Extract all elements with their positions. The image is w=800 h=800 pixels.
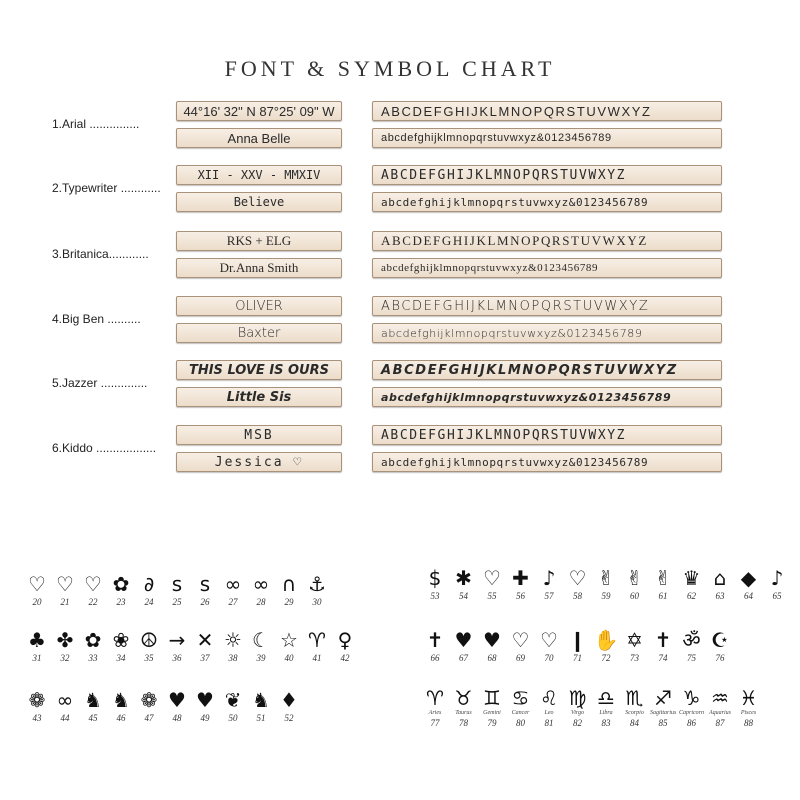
symbol-item — [220, 572, 246, 608]
symbol-icon: ♊ — [483, 686, 501, 710]
symbol-number: 26 — [200, 597, 210, 607]
symbol-caption: Virgo — [571, 710, 584, 716]
alphabet-lowercase-tag: abcdefghijklmnopqrstuvwxyz&0123456789 — [372, 323, 722, 343]
alphabet-lowercase-tag: abcdefghijklmnopqrstuvwxyz&0123456789 — [372, 128, 722, 148]
symbol-number: 36 — [172, 653, 182, 663]
symbol-item — [679, 566, 705, 602]
symbol-icon: ❙ — [569, 628, 586, 652]
symbol-number: 34 — [116, 653, 126, 663]
symbol-number: 73 — [630, 653, 639, 663]
symbol-item — [192, 572, 218, 608]
symbol-number: 71 — [573, 653, 582, 663]
symbol-icon: ✋ — [593, 628, 619, 652]
symbol-number: 53 — [430, 591, 440, 601]
symbol-icon: ♈ — [426, 686, 444, 710]
symbol-number: 88 — [744, 718, 753, 728]
symbol-number: 67 — [459, 653, 468, 663]
symbol-icon: ☆ — [280, 628, 298, 652]
symbol-item — [136, 628, 162, 664]
font-name-label: 6.Kiddo .................. — [52, 441, 157, 455]
symbol-item — [593, 628, 619, 664]
symbol-item — [80, 688, 106, 724]
symbol-number: 80 — [516, 718, 525, 728]
symbol-number: 68 — [487, 653, 497, 663]
alphabet-uppercase-tag: ABCDEFGHIJKLMNOPQRSTUVWXYZ — [372, 360, 722, 380]
symbol-item — [108, 572, 134, 608]
sample-tag-line1: XII - XXV - MMXIV — [176, 165, 342, 185]
sample-tag-line2: Believe — [176, 192, 342, 212]
symbol-icon: ◆ — [740, 566, 757, 590]
symbol-number: 61 — [658, 591, 668, 601]
symbol-number: 45 — [88, 713, 98, 723]
symbol-icon: ⌂ — [713, 566, 727, 590]
symbol-number: 52 — [284, 713, 294, 723]
symbol-number: 41 — [312, 653, 322, 663]
symbol-icon: ѕ — [199, 572, 211, 596]
symbol-icon: ∞ — [252, 572, 270, 596]
symbol-icon: ♛ — [682, 566, 701, 590]
symbol-item — [52, 572, 78, 608]
symbol-icon: ♓ — [739, 686, 758, 710]
symbol-item — [736, 566, 762, 602]
symbol-icon: ♍ — [568, 686, 587, 710]
symbol-number: 20 — [32, 597, 42, 607]
symbol-number: 59 — [601, 591, 611, 601]
symbol-number: 32 — [60, 653, 70, 663]
symbol-item — [220, 688, 246, 724]
symbol-icon: ☼ — [224, 628, 242, 652]
sample-tag-line2: Dr.Anna Smith — [176, 258, 342, 278]
symbol-item — [220, 628, 246, 664]
symbol-icon: $ — [428, 566, 442, 590]
symbol-icon: ♡ — [56, 572, 74, 596]
symbol-icon: ∩ — [281, 572, 297, 596]
symbol-item — [451, 686, 477, 729]
alphabet-lowercase-tag: abcdefghijklmnopqrstuvwxyz&0123456789 — [372, 452, 722, 472]
symbol-icon: ♞ — [252, 688, 270, 712]
symbol-icon: ♉ — [454, 686, 473, 710]
symbol-item — [508, 628, 534, 664]
symbol-icon: ♥ — [168, 688, 186, 712]
symbol-item — [192, 688, 218, 724]
alphabet-uppercase-tag: ABCDEFGHIJKLMNOPQRSTUVWXYZ — [372, 425, 722, 445]
symbol-icon: ✌ — [654, 566, 672, 590]
symbol-number: 21 — [60, 597, 70, 607]
symbol-icon: ♡ — [568, 566, 587, 590]
symbol-caption: Libra — [599, 710, 613, 716]
sample-tag-line2: Little Sis — [176, 387, 342, 407]
symbol-icon: ♥ — [454, 628, 473, 652]
symbol-item — [108, 688, 134, 724]
symbol-icon: ❦ — [224, 688, 242, 712]
symbol-icon: ✱ — [455, 566, 472, 590]
symbol-number: 75 — [687, 653, 696, 663]
symbol-icon: → — [168, 628, 186, 652]
symbol-icon: ♌ — [540, 686, 558, 710]
symbol-number: 22 — [88, 597, 98, 607]
symbol-number: 42 — [340, 653, 350, 663]
symbol-item — [24, 572, 50, 608]
symbol-icon: ♡ — [28, 572, 46, 596]
symbol-caption: Cancer — [511, 710, 530, 716]
symbol-number: 57 — [544, 591, 554, 601]
symbol-number: 54 — [459, 591, 468, 601]
symbol-item — [565, 566, 591, 602]
symbol-number: 46 — [116, 713, 126, 723]
symbol-number: 49 — [200, 713, 210, 723]
symbol-number: 23 — [116, 597, 126, 607]
symbol-item — [136, 572, 162, 608]
symbol-number: 62 — [687, 591, 696, 601]
symbol-number: 44 — [60, 713, 70, 723]
symbol-icon: ♣ — [28, 628, 46, 652]
symbol-icon: ♦ — [280, 688, 298, 712]
symbol-number: 28 — [256, 597, 266, 607]
symbol-number: 40 — [284, 653, 294, 663]
symbol-icon: ❁ — [140, 688, 158, 712]
symbol-icon: ♪ — [770, 566, 784, 590]
symbol-number: 31 — [32, 653, 42, 663]
symbol-number: 47 — [144, 713, 154, 723]
symbol-number: 63 — [715, 591, 725, 601]
symbol-icon: ✝ — [426, 628, 444, 652]
symbol-icon: ♡ — [483, 566, 501, 590]
symbol-number: 35 — [144, 653, 154, 663]
symbol-icon: ♐ — [654, 686, 672, 710]
sample-tag-line1: OLIVER — [176, 296, 342, 316]
symbol-icon: ∞ — [56, 688, 74, 712]
font-name-label: 2.Typewriter ............ — [52, 181, 161, 195]
symbol-icon: ✤ — [56, 628, 74, 652]
symbol-item — [276, 572, 302, 608]
symbol-caption: Pisces — [740, 710, 757, 716]
symbol-item — [736, 686, 762, 729]
symbol-item — [622, 686, 648, 729]
symbol-item — [164, 572, 190, 608]
symbol-icon: ✿ — [84, 628, 102, 652]
symbol-item — [650, 566, 676, 602]
symbol-item — [679, 628, 705, 664]
symbol-item — [451, 566, 477, 602]
symbol-number: 43 — [32, 713, 42, 723]
symbol-caption: Aquarius — [708, 710, 731, 716]
symbol-caption: Capricorn — [678, 710, 704, 716]
alphabet-lowercase-tag: abcdefghijklmnopqrstuvwxyz&0123456789 — [372, 192, 722, 212]
symbol-icon: ♈ — [308, 628, 326, 652]
symbol-item — [422, 566, 448, 602]
symbol-number: 83 — [601, 718, 611, 728]
symbol-number: 77 — [430, 718, 440, 728]
symbol-icon: ✚ — [512, 566, 529, 590]
symbol-number: 82 — [573, 718, 582, 728]
sample-tag-line2: Baxter — [176, 323, 342, 343]
alphabet-lowercase-tag: abcdefghijklmnopqrstuvwxyz&0123456789 — [372, 258, 722, 278]
symbol-number: 72 — [601, 653, 611, 663]
symbol-icon: ☮ — [140, 628, 158, 652]
symbol-item — [508, 566, 534, 602]
symbol-icon: ♀ — [337, 628, 353, 652]
symbol-number: 29 — [284, 597, 294, 607]
symbol-icon: ♒ — [711, 686, 729, 710]
symbol-icon: ⚓ — [308, 572, 326, 596]
font-name-label: 1.Arial ............... — [52, 117, 140, 131]
symbol-number: 70 — [544, 653, 554, 663]
sample-tag-line1: 44°16' 32" N 87°25' 09" W — [176, 101, 342, 121]
alphabet-uppercase-tag: ABCDEFGHIJKLMNOPQRSTUVWXYZ — [372, 165, 722, 185]
symbol-caption: Taurus — [455, 710, 472, 716]
sample-tag-line2: Jessica ♡ — [176, 452, 342, 472]
symbol-item — [565, 628, 591, 664]
alphabet-uppercase-tag: ABCDEFGHIJKLMNOPQRSTUVWXYZ — [372, 296, 722, 316]
symbol-item — [248, 628, 274, 664]
symbol-caption: Sagittarius — [650, 710, 677, 716]
symbol-number: 74 — [658, 653, 668, 663]
symbol-item — [622, 566, 648, 602]
symbol-number: 81 — [544, 718, 554, 728]
alphabet-uppercase-tag: ABCDEFGHIJKLMNOPQRSTUVWXYZ — [372, 231, 722, 251]
symbol-item — [536, 686, 562, 729]
symbol-icon: ✡ — [626, 628, 643, 652]
symbol-icon: ♡ — [84, 572, 102, 596]
symbol-item — [508, 686, 534, 729]
symbol-number: 37 — [200, 653, 210, 663]
symbol-icon: ♞ — [84, 688, 102, 712]
symbol-icon: ☪ — [711, 628, 729, 652]
alphabet-lowercase-tag: abcdefghijklmnopqrstuvwxyz&0123456789 — [372, 387, 722, 407]
symbol-icon: ☾ — [252, 628, 270, 652]
symbol-icon: ❀ — [112, 628, 130, 652]
symbol-number: 65 — [772, 591, 782, 601]
symbol-icon: ✿ — [112, 572, 130, 596]
symbol-number: 60 — [630, 591, 639, 601]
symbol-icon: ♞ — [112, 688, 130, 712]
symbol-item — [536, 628, 562, 664]
symbol-icon: ॐ — [682, 628, 701, 652]
symbol-number: 39 — [256, 653, 266, 663]
symbol-number: 78 — [459, 718, 468, 728]
symbol-number: 85 — [658, 718, 668, 728]
symbol-item — [276, 688, 302, 724]
symbol-item — [479, 566, 505, 602]
sample-tag-line1: THIS LOVE IS OURS — [176, 360, 342, 380]
symbol-number: 51 — [256, 713, 266, 723]
symbol-number: 58 — [573, 591, 582, 601]
symbol-item — [679, 686, 705, 729]
symbol-number: 24 — [144, 597, 154, 607]
symbol-item — [650, 628, 676, 664]
symbol-icon: ♏ — [625, 686, 644, 710]
font-name-label: 5.Jazzer .............. — [52, 376, 148, 390]
symbol-icon: ♋ — [511, 686, 530, 710]
symbol-icon: ✕ — [196, 628, 214, 652]
symbol-item — [422, 686, 448, 729]
sample-tag-line1: RKS + ELG — [176, 231, 342, 251]
symbol-number: 55 — [487, 591, 497, 601]
symbol-item — [451, 628, 477, 664]
symbol-icon: ♪ — [542, 566, 556, 590]
symbol-icon: ♡ — [540, 628, 558, 652]
sample-tag-line1: MSB — [176, 425, 342, 445]
symbol-icon: ♥ — [196, 688, 214, 712]
symbol-item — [52, 628, 78, 664]
symbol-icon: ♥ — [483, 628, 501, 652]
symbol-item — [164, 628, 190, 664]
symbol-icon: ♡ — [511, 628, 530, 652]
symbol-icon: ♎ — [597, 686, 615, 710]
symbol-item — [304, 628, 330, 664]
symbol-item — [248, 572, 274, 608]
symbol-item — [80, 628, 106, 664]
symbol-caption: Scorpio — [625, 710, 644, 716]
symbol-caption: Gemini — [483, 710, 501, 716]
symbol-item — [24, 688, 50, 724]
symbol-item — [304, 572, 330, 608]
symbol-item — [422, 628, 448, 664]
symbol-item — [24, 628, 50, 664]
symbol-number: 86 — [687, 718, 696, 728]
symbol-number: 30 — [312, 597, 322, 607]
symbol-item — [80, 572, 106, 608]
symbol-icon: ✌ — [626, 566, 643, 590]
symbol-number: 38 — [228, 653, 238, 663]
symbol-item — [136, 688, 162, 724]
sample-tag-line2: Anna Belle — [176, 128, 342, 148]
symbol-icon: ∂ — [143, 572, 155, 596]
symbol-item — [650, 686, 676, 729]
symbol-icon: ❁ — [28, 688, 46, 712]
symbol-caption: Leo — [544, 710, 554, 716]
symbol-item — [593, 566, 619, 602]
symbol-number: 50 — [228, 713, 238, 723]
symbol-number: 66 — [430, 653, 440, 663]
symbol-icon: ѕ — [171, 572, 183, 596]
symbol-icon: ✝ — [654, 628, 672, 652]
symbol-number: 48 — [172, 713, 182, 723]
symbol-item — [622, 628, 648, 664]
symbol-item — [764, 566, 790, 602]
symbol-caption: Aries — [428, 710, 442, 716]
symbol-number: 79 — [487, 718, 497, 728]
font-name-label: 3.Britanica............ — [52, 247, 149, 261]
alphabet-uppercase-tag: ABCDEFGHIJKLMNOPQRSTUVWXYZ — [372, 101, 722, 121]
symbol-item — [52, 688, 78, 724]
symbol-item — [479, 628, 505, 664]
symbol-number: 87 — [715, 718, 725, 728]
symbol-icon: ∞ — [224, 572, 242, 596]
symbol-item — [593, 686, 619, 729]
symbol-number: 69 — [516, 653, 525, 663]
symbol-item — [565, 686, 591, 729]
symbol-icon: ✌ — [597, 566, 615, 590]
symbol-number: 76 — [715, 653, 725, 663]
symbol-icon: ♑ — [682, 686, 701, 710]
symbol-item — [248, 688, 274, 724]
font-name-label: 4.Big Ben .......... — [52, 312, 141, 326]
symbol-number: 64 — [744, 591, 753, 601]
symbol-number: 25 — [172, 597, 182, 607]
symbol-item — [332, 628, 358, 664]
symbol-item — [536, 566, 562, 602]
symbol-item — [707, 566, 733, 602]
symbol-item — [164, 688, 190, 724]
page-title: FONT & SYMBOL CHART — [224, 56, 556, 81]
symbol-item — [707, 686, 733, 729]
symbol-number: 33 — [88, 653, 98, 663]
symbol-item — [707, 628, 733, 664]
symbol-item — [108, 628, 134, 664]
symbol-number: 27 — [228, 597, 238, 607]
symbol-item — [276, 628, 302, 664]
symbol-item — [479, 686, 505, 729]
symbol-number: 56 — [516, 591, 525, 601]
symbol-item — [192, 628, 218, 664]
symbol-number: 84 — [630, 718, 639, 728]
